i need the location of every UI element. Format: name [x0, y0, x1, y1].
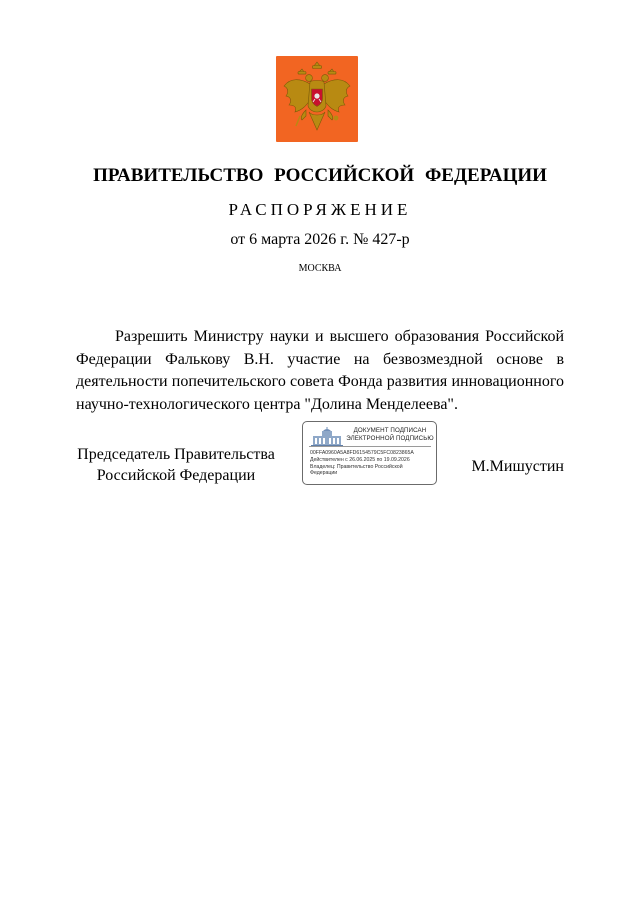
document-date-number: от 6 марта 2026 г. № 427-р: [230, 231, 410, 248]
esign-divider: [309, 446, 431, 447]
government-building-icon: [309, 427, 345, 447]
signer-position-line2: Российской Федерации: [96, 467, 256, 484]
esign-heading-line1: ДОКУМЕНТ ПОДПИСАН: [353, 427, 427, 434]
esign-certificate: 00FFA0960A5A8FD6154579C5FC0823865A: [310, 450, 414, 456]
order-body-text: Разрешить Министру науки и высшего образования Российской Федерации Фалькову В.Н. участие на безвозмездной основе в деятельности попечительского совета Фонда развития инновационного научно-технологического центра "Долина Менделеева".: [76, 328, 564, 413]
signer-position: [76, 444, 276, 486]
esign-heading: [345, 427, 435, 442]
document-type: РАСПОРЯЖЕНИЕ: [228, 200, 412, 219]
government-title: ПРАВИТЕЛЬСТВО РОССИЙСКОЙ ФЕДЕРАЦИИ: [93, 165, 547, 186]
esign-heading-line2: ЭЛЕКТРОННОЙ ПОДПИСЬЮ: [346, 434, 434, 442]
document-city: МОСКВА: [298, 263, 342, 274]
esign-owner-line2: Федерации: [310, 470, 338, 476]
electronic-signature-stamp: [302, 421, 437, 485]
signer-position-line1: Председатель Правительства: [77, 446, 275, 463]
esign-owner-line1: Владелец: Правительство Российской: [310, 464, 403, 470]
signer-name: М.Мишустин: [471, 458, 564, 475]
coat-of-arms-icon: [276, 56, 358, 142]
esign-validity: Действителен с 26.06.2025 по 19.09.2026: [310, 457, 410, 463]
